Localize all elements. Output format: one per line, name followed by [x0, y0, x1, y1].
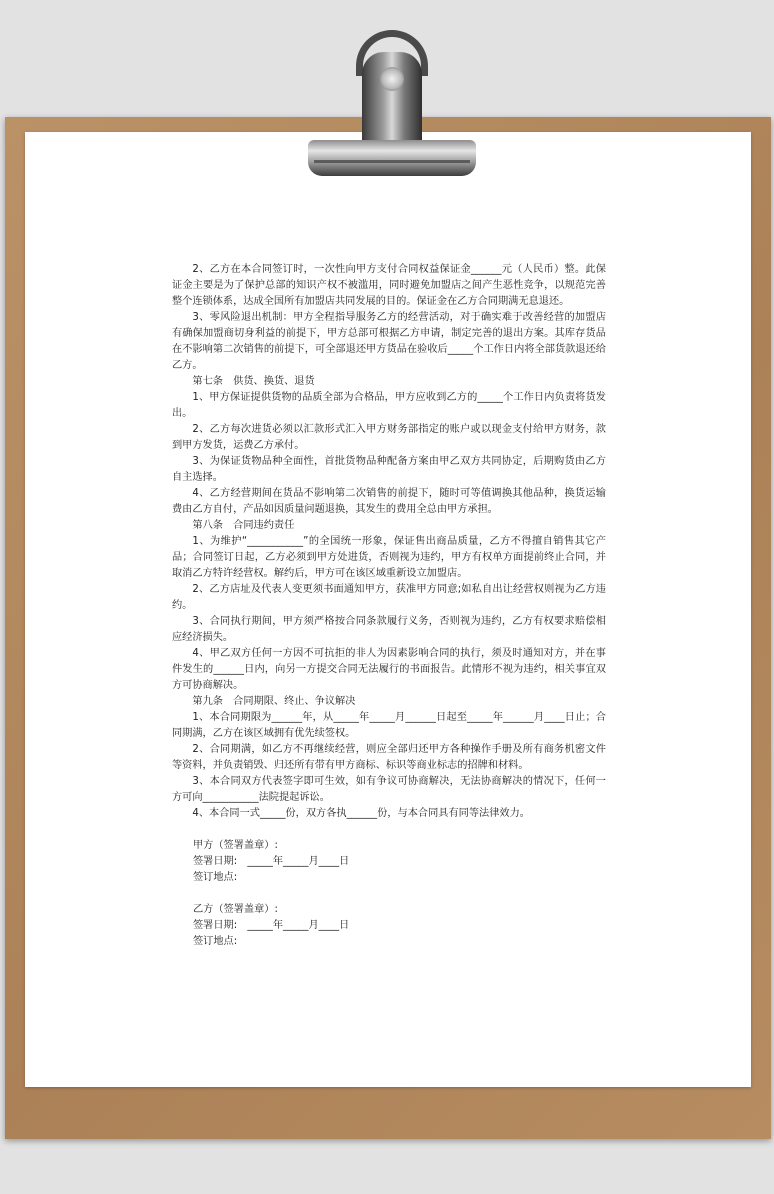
party-a-date: 签署日期: _____年_____月____日 — [193, 856, 350, 867]
binder-clip-icon — [300, 22, 485, 182]
paragraph: 2、乙方在本合同签订时，一次性向甲方支付合同权益保证金______元（人民币）整。此保证金主要是为了保护总部的知识产权不被滥用，同时避免加盟店之间产生恶性竞争，以规范完善整个连锁体系，达成全国所有加盟店共同发展的目的。保证金在乙方合同期满无息退还。 — [172, 264, 606, 307]
paragraph: 3、合同执行期间，甲方须严格按合同条款履行义务，否则视为违约，乙方有权要求赔偿相应经济损失。 — [172, 616, 606, 643]
paragraph: 2、乙方店址及代表人变更须书面通知甲方，获准甲方同意;如私自出让经营权则视为乙方违约。 — [172, 584, 606, 611]
party-b-date: 签署日期: _____年_____月____日 — [193, 920, 350, 931]
contract-text — [172, 262, 606, 950]
party-b-title: 乙方（签署盖章）: — [193, 904, 278, 915]
section-heading: 第七条 供货、换货、退货 — [192, 376, 315, 387]
paragraph: 4、乙方经营期间在货品不影响第二次销售的前提下，随时可等值调换其他品种，换货运输费由乙方自付，产品如因质量问题退换，其发生的费用全总由甲方承担。 — [172, 488, 606, 515]
paragraph: 2、乙方每次进货必须以汇款形式汇入甲方财务部指定的账户或以现金支付给甲方财务，款到甲方发货，运费乙方承付。 — [172, 424, 606, 451]
paragraph: 1、甲方保证提供货物的品质全部为合格品，甲方应收到乙方的_____个工作日内负责将货发出。 — [172, 392, 606, 419]
paragraph: 1、本合同期限为______年，从_____年_____月______日起至_____年______月____日止；合同期满，乙方在该区域拥有优先续签权。 — [172, 712, 606, 739]
party-a-title: 甲方（签署盖章）: — [193, 840, 278, 851]
paragraph: 3、零风险退出机制：甲方全程指导服务乙方的经营活动，对于确实难于改善经营的加盟店有确保加盟商切身利益的前提下，甲方总部可根据乙方申请，制定完善的退出方案。其库存货品在不影响第二次销售的前提下，可全部退还甲方货品在验收后_____个工作日内将全部货款退还给乙方。 — [172, 312, 606, 371]
party-b-place: 签订地点: — [193, 936, 238, 947]
paragraph: 3、本合同双方代表签字即可生效，如有争议可协商解决，无法协商解决的情况下，任何一方可向___________法院提起诉讼。 — [172, 776, 606, 803]
paragraph: 3、为保证货物品种全面性，首批货物品种配备方案由甲乙双方共同协定，后期购货由乙方自主选择。 — [172, 456, 606, 483]
section-heading: 第九条 合同期限、终止、争议解决 — [192, 696, 356, 707]
party-a-place: 签订地点: — [193, 872, 238, 883]
section-heading: 第八条 合同违约责任 — [192, 520, 295, 531]
paragraph: 1、为维护“___________”的全国统一形象，保证售出商品质量，乙方不得擅自销售其它产品；合同签订日起，乙方必须到甲方处进货，否则视为违约，甲方有权单方面提前终止合同，并取消乙方特许经营权。解约后，甲方可在该区域重新设立加盟店。 — [172, 536, 606, 579]
paragraph: 2、合同期满，如乙方不再继续经营，则应全部归还甲方各种操作手册及所有商务机密文件等资料，并负责销毁、归还所有带有甲方商标、标识等商业标志的招牌和材料。 — [172, 744, 606, 771]
paragraph: 4、本合同一式_____份，双方各执______份，与本合同具有同等法律效力。 — [192, 808, 530, 819]
paragraph: 4、甲乙双方任何一方因不可抗拒的非人为因素影响合同的执行，须及时通知对方，并在事件发生的______日内，向另一方提交合同无法履行的书面报告。此情形不视为违约，相关事宜双方可协商解决。 — [172, 648, 606, 691]
